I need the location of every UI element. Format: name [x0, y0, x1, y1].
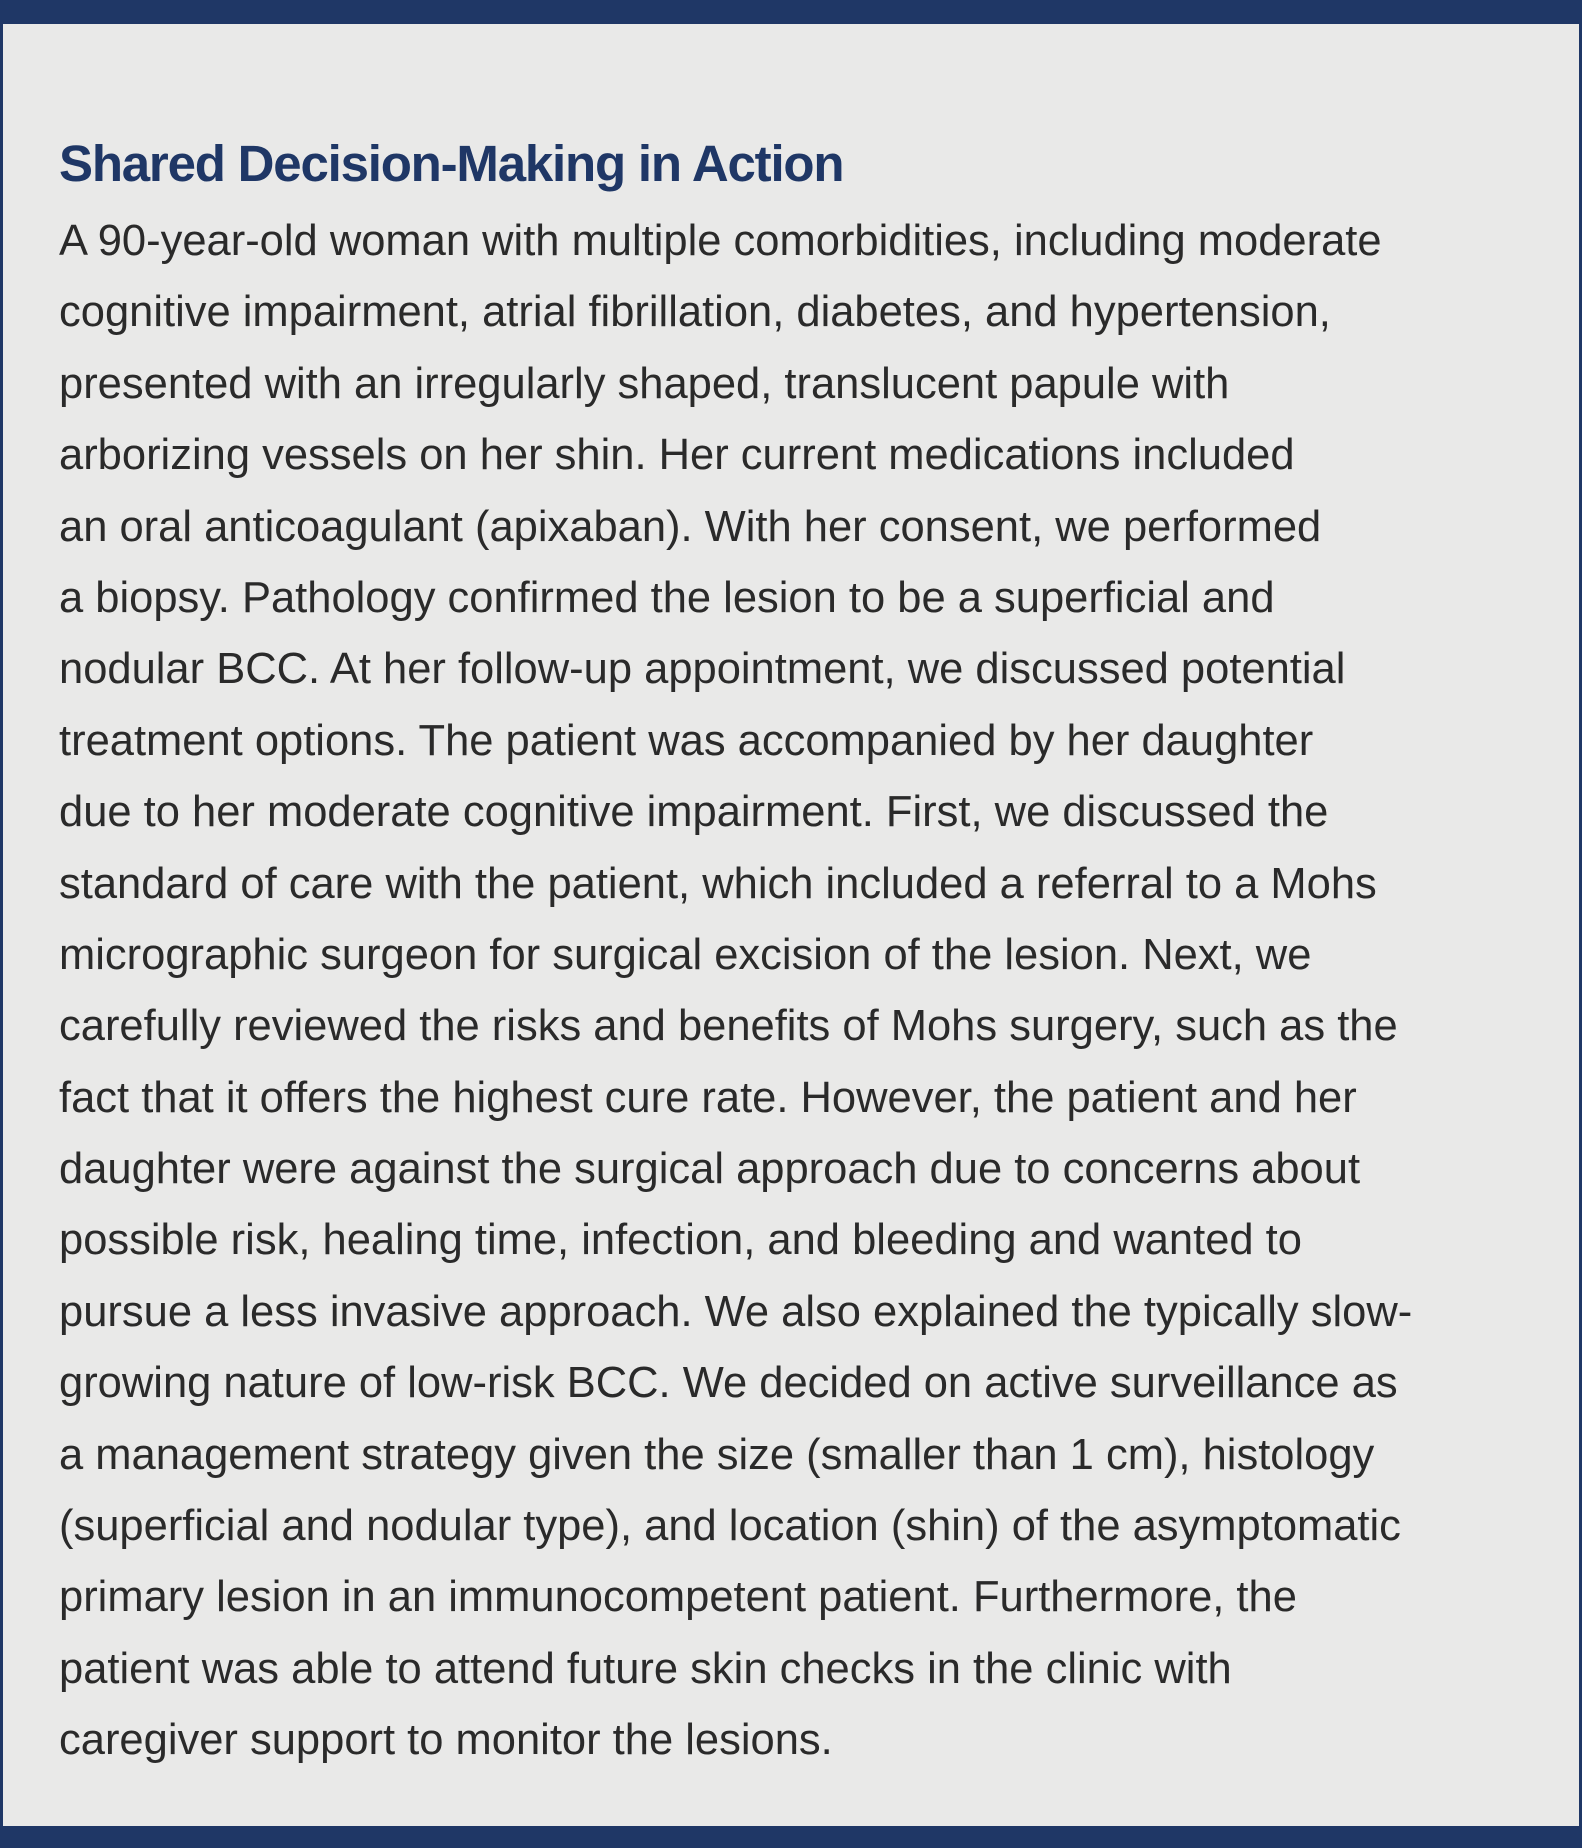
body-line: micrographic surgeon for surgical excision of the lesion. Next, we — [59, 930, 1312, 979]
body-line: fact that it offers the highest cure rate. However, the patient and her — [59, 1073, 1357, 1122]
body-line: primary lesion in an immunocompetent patient. Furthermore, the — [59, 1573, 1297, 1622]
body-line: standard of care with the patient, which included a referral to a Mohs — [59, 859, 1377, 908]
sidebar-body — [59, 206, 1412, 1777]
body-line: A 90-year-old woman with multiple comorbidities, including moderate — [59, 217, 1382, 265]
body-line: carefully reviewed the risks and benefits of Mohs surgery, such as the — [59, 1002, 1398, 1051]
body-line: nodular BCC. At her follow-up appointment, we discussed potential — [59, 645, 1346, 694]
body-line: possible risk, healing time, infection, and bleeding and wanted to — [59, 1216, 1302, 1265]
body-line: treatment options. The patient was accompanied by her daughter — [59, 716, 1314, 765]
body-line: an oral anticoagulant (apixaban). With her consent, we performed — [59, 502, 1322, 551]
body-line: daughter were against the surgical approach due to concerns about — [59, 1145, 1361, 1194]
body-line: growing nature of low-risk BCC. We decided on active surveillance as — [59, 1359, 1398, 1408]
body-line: pursue a less invasive approach. We also explained the typically slow- — [59, 1287, 1413, 1336]
body-line: due to her moderate cognitive impairment. First, we discussed the — [59, 788, 1329, 837]
body-line: patient was able to attend future skin checks in the clinic with — [59, 1644, 1232, 1693]
sidebar-title: Shared Decision-Making in Action — [59, 135, 844, 192]
body-line: caregiver support to monitor the lesions. — [59, 1716, 833, 1765]
body-line: cognitive impairment, atrial fibrillation, diabetes, and hypertension, — [59, 288, 1331, 337]
body-line: presented with an irregularly shaped, translucent papule with — [59, 359, 1230, 408]
body-line: a biopsy. Pathology confirmed the lesion to be a superficial and — [59, 573, 1275, 622]
body-line: a management strategy given the size (smaller than 1 cm), histology — [59, 1430, 1375, 1479]
body-line: arborizing vessels on her shin. Her current medications included — [59, 431, 1295, 480]
body-line: (superficial and nodular type), and location (shin) of the asymptomatic — [59, 1502, 1401, 1551]
